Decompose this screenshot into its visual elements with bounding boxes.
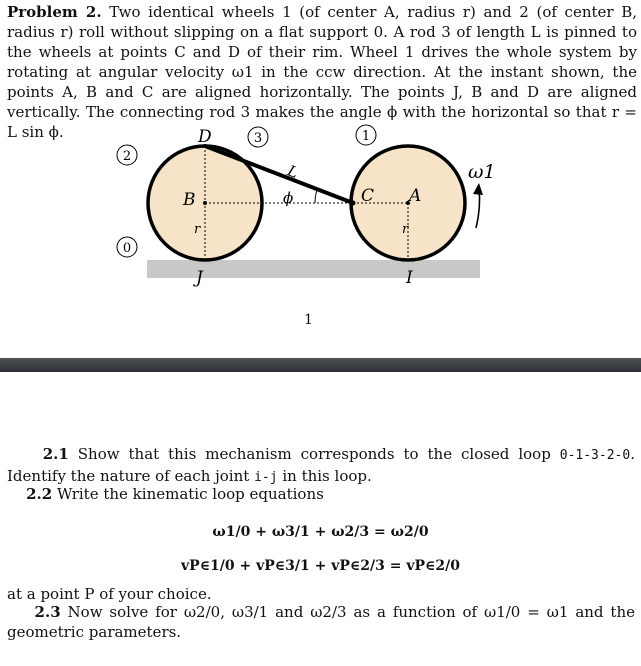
question-2-2	[7, 484, 635, 504]
q23-text: Now solve for ω2/0, ω3/1 and ω2/3 as a function of ω1/0 = ω1 and the geometric parameters.	[7, 603, 635, 641]
label-l: L	[284, 161, 301, 182]
problem-body: Two identical wheels 1 (of center A, radius r) and 2 (of center B, radius r) roll without slipping on a flat support 0. A rod 3 of length L is pinned to the wheels at points C and D of their rim. Wheel 1 drives the whole system by rotating at angular velocity ω1 in the ccw direction. At the instant shown, the points A, B and C are aligned horizontally. The points J, B and D are aligned vertically. The connecting rod 3 makes the angle ϕ with the horizontal so that r = L sin ϕ.	[7, 3, 638, 141]
phi-arc	[315, 190, 317, 203]
label-d: D	[198, 127, 212, 147]
q21-joint: i-j	[254, 470, 278, 485]
q22-number: 2.2	[26, 485, 53, 503]
q21-loop: 0-1-3-2-0	[559, 448, 631, 463]
label-j: J	[196, 268, 203, 288]
label-phi: ϕ	[283, 189, 294, 207]
point-b	[203, 201, 207, 205]
page-number: 1	[304, 312, 313, 328]
rotation-arrowhead-icon	[473, 183, 483, 195]
label-a: A	[409, 186, 422, 206]
q23-number: 2.3	[34, 603, 61, 621]
q21-text-a: Show that this mechanism corresponds to the closed loop	[77, 445, 551, 463]
problem-label: Problem 2.	[7, 3, 102, 21]
q21-number: 2.1	[42, 445, 69, 463]
label-omega: ω1	[468, 161, 496, 183]
mechanism-figure	[110, 120, 530, 300]
badge-ground: 0	[122, 241, 132, 256]
point-c	[351, 201, 356, 206]
label-r-right: r	[402, 222, 409, 237]
label-b: B	[183, 190, 196, 210]
page-bottom	[0, 372, 641, 666]
equation-velocity: vP∈1/0 + vP∈3/1 + vP∈2/3 = vP∈2/0	[181, 558, 460, 574]
question-2-3	[7, 602, 635, 642]
label-i: I	[406, 268, 413, 288]
badge-rod-3: 3	[253, 131, 263, 146]
label-r-left: r	[194, 222, 201, 237]
page-divider	[0, 358, 641, 372]
label-c: C	[361, 186, 375, 206]
q21-text-c: in this loop.	[282, 467, 372, 485]
badge-wheel-2: 2	[122, 149, 132, 164]
q22-text: Write the kinematic loop equations	[56, 485, 324, 503]
q21-text-b: . Identify the nature of each joint	[7, 445, 635, 485]
question-2-1	[7, 444, 635, 488]
after-equations: at a point P of your choice.	[7, 585, 212, 603]
equation-angular: ω1/0 + ω3/1 + ω2/3 = ω2/0	[212, 524, 429, 540]
badge-wheel-1: 1	[361, 129, 371, 144]
